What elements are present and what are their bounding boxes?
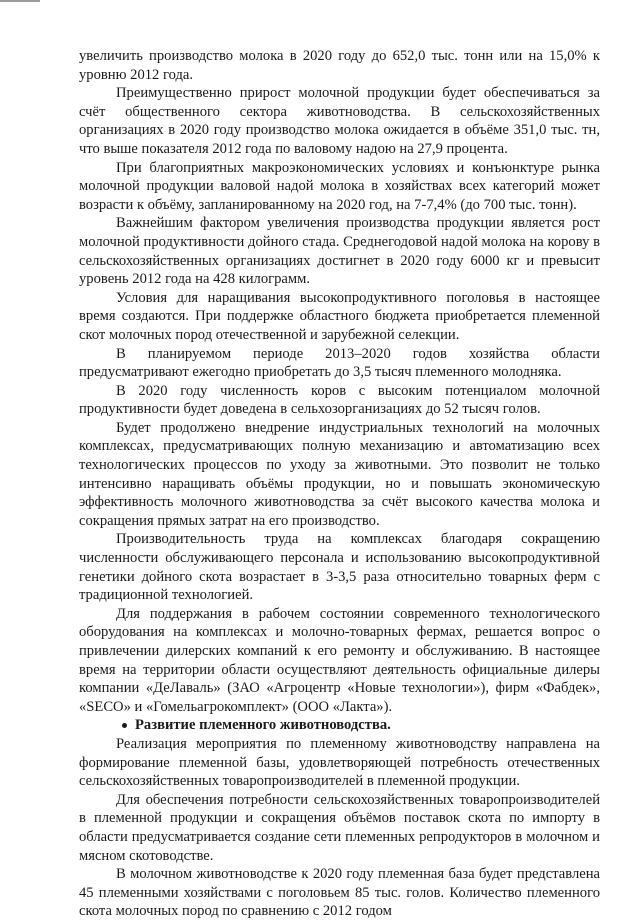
- paragraph: Условия для наращивания высокопродуктивного поголовья в настоящее время создаются. При поддержке областного бюджета приобретается племенной скот молочных пород отечественной и зарубежной селекции.: [79, 289, 600, 343]
- section-heading: [79, 716, 600, 735]
- paragraph: увеличить производство молока в 2020 году до 652,0 тыс. тонн или на 15,0% к уровню 2012 года.: [79, 48, 600, 83]
- paragraph: Производительность труда на комплексах благодаря сокращению численности обслуживающего персонала и использованию высокопродуктивной генетики дойного скота возрастает в 3-3,5 раза относительно товарных ферм с традиционной технологией.: [79, 531, 600, 604]
- paragraph: Для поддержания в рабочем состоянии современного технологического оборудования на комплексах и молочно-товарных фермах, решается вопрос о привлечении дилерских компаний к его ремонту и обслуживанию. В настоящее время на территории области осуществляют деятельность официальные дилеры компании «ДеЛаваль» (ЗАО «Агроцентр «Новые технологии»), фирм «Фабдек», «SECO» и «Гомельагрокомплект» (ООО «Лакта»).: [79, 605, 600, 715]
- paragraph: Преимущественно прирост молочной продукции будет обеспечиваться за счёт общественного сектора животноводства. В сельскохозяйственных организациях в 2020 году производство молока ожидается в объёме 351,0 тыс. тн, что выше показателя 2012 года по валовому надою на 27,9 процента.: [79, 85, 600, 157]
- paragraph: Реализация мероприятия по племенному животноводству направлена на формирование племенной базы, удовлетворяющей потребность отечественных сельскохозяйственных товаропроизводителей в племенной продукции.: [79, 735, 600, 790]
- section-heading-text: Развитие племенного животноводства.: [135, 717, 391, 734]
- paragraph: В планируемом периоде 2013–2020 годов хозяйства области предусматривают ежегодно приобретать до 3,5 тысяч племенного молодняка.: [79, 345, 600, 381]
- bullet-icon: [122, 723, 127, 728]
- paragraph: При благоприятных макроэкономических условиях и конъюнктуре рынка молочной продукции валовой надой молока в хозяйствах всех категорий может возрасти к объёму, запланированному на 2020 год, на 7-7,4% (до 700 тыс. тонн).: [79, 159, 600, 213]
- paragraph: В молочном животноводстве к 2020 году племенная база будет представлена 45 племенными хозяйствами с поголовьем 85 тыс. голов. Количество племенного скота молочных пород по сравнению с 2012 годом: [79, 866, 600, 920]
- scan-corner-mark: [0, 0, 40, 2]
- document-page: [79, 47, 600, 921]
- paragraph: Для обеспечения потребности сельскохозяйственных товаропроизводителей в племенной продукции и сокращения объёмов поставок скота по импорту в области предусматривается создание сети племенных репродукторов в молочном и мясном скотоводстве.: [79, 791, 600, 864]
- paragraph: Будет продолжено внедрение индустриальных технологий на молочных комплексах, предусматривающих полную механизацию и автоматизацию всех технологических процессов по уходу за животными. Это позволит не только интенсивно наращивать объёмы продукции, но и повышать экономическую эффективность молочного животноводства за счёт высокого качества молока и сокращения прямых затрат на его производство.: [79, 419, 600, 529]
- paragraph: Важнейшим фактором увеличения производства продукции является рост молочной продуктивности дойного стада. Среднегодовой надой молока на корову в сельскохозяйственных организациях достигнет в 2020 году 6000 кг и превысит уровень 2012 года на 428 килограмм.: [79, 215, 600, 288]
- paragraph: В 2020 году численность коров с высоким потенциалом молочной продуктивности будет доведена в сельхозорганизациях до 52 тысяч голов.: [79, 382, 600, 418]
